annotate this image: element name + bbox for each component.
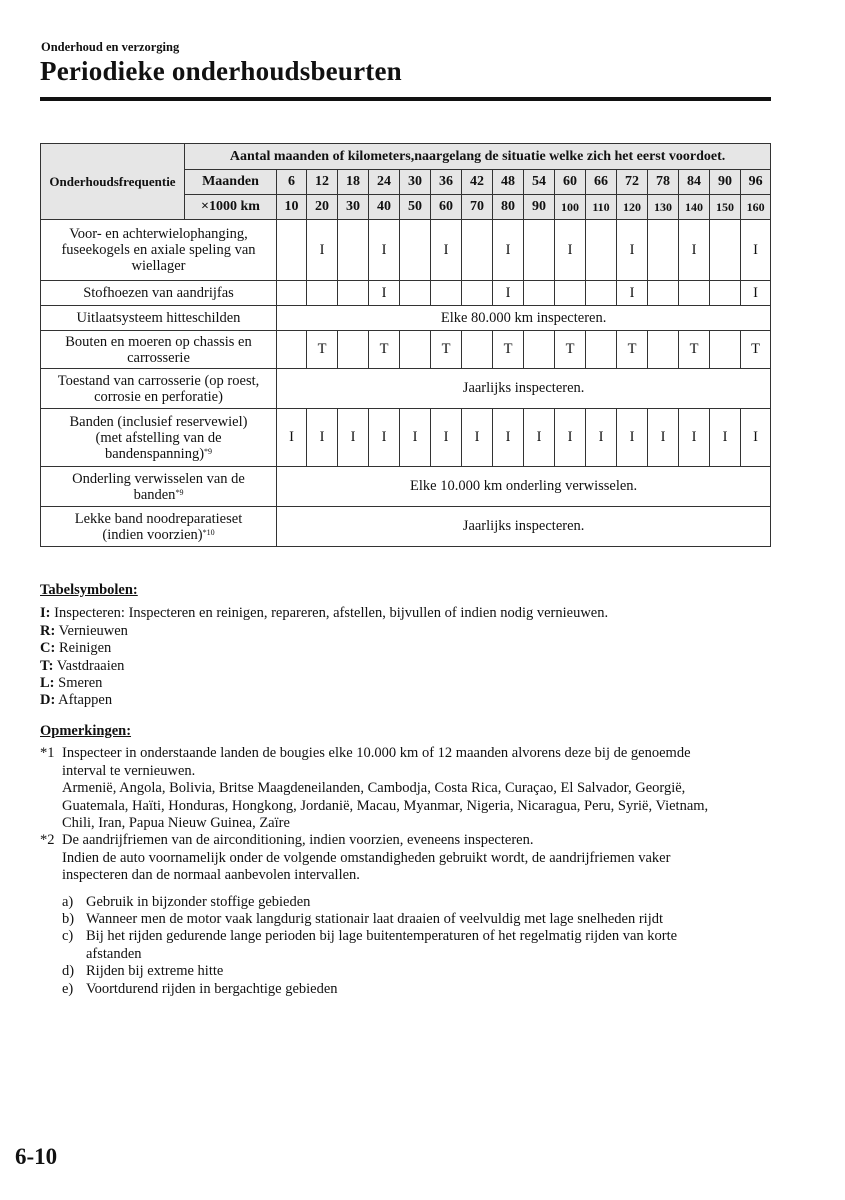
symbol-text: Reinigen <box>55 640 112 657</box>
interval-mark <box>524 281 555 306</box>
interval-mark <box>524 331 555 369</box>
interval-note: Jaarlijks inspecteren. <box>277 507 771 547</box>
months-cell: 84 <box>679 170 710 195</box>
row-label: Uitlaatsysteem hitteschilden <box>41 306 277 331</box>
note-line: Armenië, Angola, Bolivia, Britse Maagdeneilanden, Cambodja, Costa Rica, Curaçao, El Salvador, Georgië, <box>62 780 686 797</box>
months-cell: 66 <box>586 170 617 195</box>
symbol-item <box>40 623 608 640</box>
km-cell: 80 <box>493 195 524 220</box>
interval-note: Jaarlijks inspecteren. <box>277 369 771 409</box>
interval-mark: I <box>493 409 524 467</box>
interval-mark <box>586 331 617 369</box>
note-line: interval te vernieuwen. <box>62 762 196 779</box>
page-number: 6-10 <box>15 1144 58 1169</box>
interval-mark <box>400 331 431 369</box>
section-header: Onderhoud en verzorging <box>41 40 180 54</box>
symbols-block <box>40 582 608 710</box>
km-cell: 50 <box>400 195 431 220</box>
footnote-ref: *10 <box>202 527 215 537</box>
schedule-row <box>41 331 771 369</box>
km-cell: 30 <box>338 195 369 220</box>
symbol-key: C: <box>40 640 56 657</box>
interval-mark <box>710 331 741 369</box>
note-2-label: *2 <box>40 832 55 849</box>
interval-mark <box>400 220 431 281</box>
interval-mark <box>524 220 555 281</box>
interval-mark: I <box>462 409 493 467</box>
symbol-item <box>40 675 608 692</box>
symbol-key: L: <box>40 675 55 692</box>
symbols-heading: Tabelsymbolen: <box>40 582 138 598</box>
interval-mark: I <box>431 220 462 281</box>
months-cell: 24 <box>369 170 400 195</box>
interval-mark <box>586 281 617 306</box>
km-label: ×1000 km <box>185 195 277 220</box>
interval-mark: I <box>617 220 648 281</box>
interval-mark: I <box>493 281 524 306</box>
interval-mark <box>277 281 307 306</box>
condition-item <box>62 981 708 998</box>
symbol-item <box>40 605 608 622</box>
interval-mark: I <box>369 409 400 467</box>
interval-mark: I <box>524 409 555 467</box>
remarks-heading: Opmerkingen: <box>40 723 132 739</box>
km-cell: 10 <box>277 195 307 220</box>
note-line: inspecteren dan de normaal aanbevolen intervallen. <box>62 867 360 884</box>
km-cell: 60 <box>431 195 462 220</box>
interval-mark: T <box>679 331 710 369</box>
condition-label: a) <box>62 893 74 910</box>
interval-mark <box>338 220 369 281</box>
km-cell: 140 <box>679 195 710 220</box>
interval-mark <box>338 331 369 369</box>
symbol-key: R: <box>40 622 56 639</box>
symbol-text: Aftappen <box>55 692 113 709</box>
interval-mark <box>555 281 586 306</box>
interval-mark <box>277 220 307 281</box>
months-cell: 18 <box>338 170 369 195</box>
months-cell: 36 <box>431 170 462 195</box>
km-cell: 100 <box>555 195 586 220</box>
interval-note: Elke 80.000 km inspecteren. <box>277 306 771 331</box>
interval-mark <box>462 281 493 306</box>
months-cell: 72 <box>617 170 648 195</box>
interval-mark: I <box>493 220 524 281</box>
schedule-row <box>41 220 771 281</box>
km-cell: 160 <box>741 195 771 220</box>
months-cell: 60 <box>555 170 586 195</box>
symbol-item <box>40 692 608 709</box>
interval-mark: I <box>741 409 771 467</box>
interval-mark <box>648 220 679 281</box>
km-cell: 150 <box>710 195 741 220</box>
interval-mark: T <box>617 331 648 369</box>
symbols-list <box>40 605 608 709</box>
interval-mark: T <box>555 331 586 369</box>
interval-mark: I <box>369 220 400 281</box>
interval-header: Aantal maanden of kilometers,naargelang de situatie welke zich het eerst voordoet. <box>185 144 771 170</box>
note-line: Inspecteer in onderstaande landen de bougies elke 10.000 km of 12 maanden alvorens deze bij de genoemde <box>62 745 691 762</box>
months-cell: 78 <box>648 170 679 195</box>
row-label: Onderling verwisselen van de banden$^{*9}$ <box>41 467 277 507</box>
interval-mark: I <box>586 409 617 467</box>
note-line: Guatemala, Haïti, Honduras, Hongkong, Jordanië, Macau, Myanmar, Nigeria, Nicaragua, Peru, Syrië, Vietnam, <box>62 797 709 814</box>
row-label: Bouten en moeren op chassis en carrosserie <box>41 331 277 369</box>
interval-mark <box>648 281 679 306</box>
interval-mark: I <box>648 409 679 467</box>
footnote-ref: *9 <box>204 446 213 456</box>
interval-mark: I <box>679 409 710 467</box>
interval-mark: I <box>307 409 338 467</box>
interval-mark <box>462 331 493 369</box>
symbol-item <box>40 658 608 675</box>
interval-mark: I <box>277 409 307 467</box>
schedule-row <box>41 507 771 547</box>
km-cell: 70 <box>462 195 493 220</box>
footnote-ref: *9 <box>175 487 184 497</box>
condition-text: Voortdurend rijden in bergachtige gebieden <box>86 980 338 997</box>
km-cell: 40 <box>369 195 400 220</box>
schedule-row <box>41 281 771 306</box>
interval-mark: T <box>307 331 338 369</box>
km-cell: 130 <box>648 195 679 220</box>
symbol-text: Inspecteren: Inspecteren en reinigen, repareren, afstellen, bijvullen of indien nodig vernieuwen. <box>50 605 609 622</box>
maintenance-schedule-table <box>40 143 771 547</box>
symbol-key: D: <box>40 692 56 709</box>
interval-mark <box>462 220 493 281</box>
interval-mark: I <box>307 220 338 281</box>
conditions-list <box>62 894 708 998</box>
schedule-row <box>41 306 771 331</box>
note-1 <box>40 745 708 832</box>
condition-label: c) <box>62 928 74 945</box>
condition-text: Wanneer men de motor vaak langdurig stationair laat draaien of veelvuldig met lage snelheden rijdt <box>86 911 664 928</box>
km-cell: 20 <box>307 195 338 220</box>
condition-text: Bij het rijden gedurende lange perioden bij lage buitentemperaturen of het regelmatig rijden van korte afstanden <box>86 928 678 962</box>
interval-mark: T <box>431 331 462 369</box>
months-cell: 54 <box>524 170 555 195</box>
interval-mark: I <box>617 281 648 306</box>
interval-mark <box>307 281 338 306</box>
frequency-header: Onderhoudsfrequentie <box>41 144 185 220</box>
note-line: Indien de auto voornamelijk onder de volgende omstandigheden gebruikt wordt, de aandrijfriemen vaker <box>62 849 671 866</box>
condition-label: d) <box>62 963 75 980</box>
condition-item <box>62 963 708 980</box>
interval-mark: I <box>555 409 586 467</box>
schedule-row <box>41 467 771 507</box>
interval-mark: I <box>741 220 771 281</box>
km-cell: 110 <box>586 195 617 220</box>
condition-item <box>62 928 708 963</box>
symbol-text: Vernieuwen <box>55 622 128 639</box>
interval-mark: I <box>710 409 741 467</box>
condition-label: b) <box>62 911 75 928</box>
interval-mark: I <box>617 409 648 467</box>
title-rule <box>40 97 771 101</box>
interval-mark <box>586 220 617 281</box>
note-line: De aandrijfriemen van de airconditioning, indien voorzien, eveneens inspecteren. <box>62 832 534 849</box>
condition-label: e) <box>62 980 74 997</box>
interval-mark: I <box>555 220 586 281</box>
row-label: Voor- en achterwielophanging, fuseekogels en axiale speling van wiellager <box>41 220 277 281</box>
condition-text: Rijden bij extreme hitte <box>86 963 224 980</box>
symbol-item <box>40 640 608 657</box>
interval-mark <box>431 281 462 306</box>
interval-mark <box>338 281 369 306</box>
row-label: Lekke band noodreparatieset (indien voorzien)$^{*10}$ <box>41 507 277 547</box>
interval-mark: I <box>741 281 771 306</box>
km-cell: 120 <box>617 195 648 220</box>
symbol-text: Smeren <box>54 675 103 692</box>
interval-mark <box>277 331 307 369</box>
interval-mark <box>648 331 679 369</box>
months-cell: 96 <box>741 170 771 195</box>
interval-mark: T <box>493 331 524 369</box>
condition-item <box>62 894 708 911</box>
interval-mark: T <box>369 331 400 369</box>
symbol-text: Vastdraaien <box>53 657 125 674</box>
condition-text: Gebruik in bijzonder stoffige gebieden <box>86 893 311 910</box>
interval-mark: T <box>741 331 771 369</box>
interval-mark: I <box>338 409 369 467</box>
interval-mark: I <box>369 281 400 306</box>
interval-mark: I <box>431 409 462 467</box>
km-cell: 90 <box>524 195 555 220</box>
interval-note: Elke 10.000 km onderling verwisselen. <box>277 467 771 507</box>
schedule-row <box>41 409 771 467</box>
interval-mark <box>710 281 741 306</box>
note-1-label: *1 <box>40 745 55 762</box>
months-cell: 6 <box>277 170 307 195</box>
months-label: Maanden <box>185 170 277 195</box>
interval-mark: I <box>679 220 710 281</box>
months-cell: 90 <box>710 170 741 195</box>
row-label: Stofhoezen van aandrijfas <box>41 281 277 306</box>
symbol-key: I: <box>40 605 51 622</box>
remarks-block <box>40 723 708 998</box>
interval-mark <box>710 220 741 281</box>
condition-item <box>62 911 708 928</box>
page-title: Periodieke onderhoudsbeurten <box>40 56 402 86</box>
schedule-row <box>41 369 771 409</box>
interval-mark: I <box>400 409 431 467</box>
interval-mark <box>400 281 431 306</box>
interval-mark <box>679 281 710 306</box>
months-cell: 12 <box>307 170 338 195</box>
months-cell: 42 <box>462 170 493 195</box>
note-2 <box>40 832 708 998</box>
row-label: Toestand van carrosserie (op roest, corrosie en perforatie) <box>41 369 277 409</box>
symbol-key: T: <box>40 657 54 674</box>
note-line: Chili, Iran, Papua Nieuw Guinea, Zaïre <box>62 815 290 832</box>
months-cell: 30 <box>400 170 431 195</box>
months-cell: 48 <box>493 170 524 195</box>
row-label: Banden (inclusief reservewiel) (met afstelling van de bandenspanning)$^{*9}$ <box>41 409 277 467</box>
